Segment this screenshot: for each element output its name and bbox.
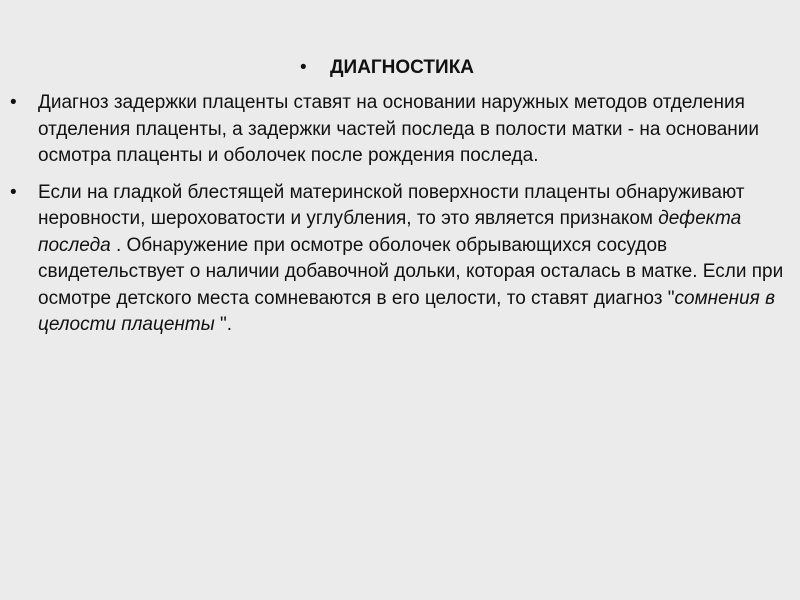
- slide-title: ДИАГНОСТИКА: [330, 57, 475, 78]
- paragraph-defect-part1: Если на гладкой блестящей материнской поверхности плаценты обнаруживают неровности, шероховатости и углубления, то это является признаком: [38, 181, 745, 229]
- bullet-item-diagnosis: [0, 90, 800, 170]
- paragraph-defect-part3: ".: [214, 314, 232, 335]
- bullet-item-defect: [0, 180, 800, 339]
- term-doubt-integrity: сомнения в целости плаценты: [38, 287, 776, 335]
- slide-title-row: [300, 56, 474, 80]
- bullet-list: [0, 90, 800, 349]
- paragraph-diagnosis: Диагноз задержки плаценты ставят на основании наружных методов отделения отделения плаценты, а задержки частей последа в полости матки - на основании осмотра плаценты и оболочек после рождения последа.: [38, 92, 759, 166]
- paragraph-defect-part2: . Обнаружение при осмотре оболочек обрывающихся сосудов свидетельствует о наличии добавочной дольки, которая осталась в матке. Если при осмотре детского места сомневаются в его целости, то ставят диагноз ": [38, 234, 784, 309]
- term-placenta-defect: дефекта последа: [38, 208, 742, 256]
- bullet-marker: •: [10, 181, 17, 203]
- bullet-marker: •: [10, 92, 17, 113]
- paragraph-defect: [38, 180, 792, 339]
- title-bullet: •: [300, 57, 307, 78]
